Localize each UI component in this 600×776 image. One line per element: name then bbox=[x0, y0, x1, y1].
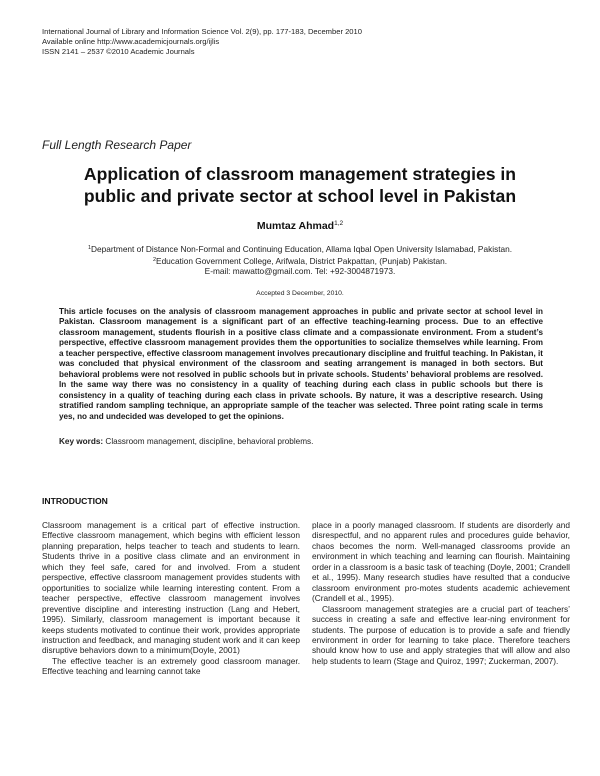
author-affiliation-marks: 1,2 bbox=[334, 220, 344, 227]
affiliation-mark-2: 2 bbox=[152, 256, 157, 263]
body-column-left bbox=[42, 520, 300, 677]
abstract: This article focuses on the analysis of classroom management approaches in public and private sector at school level in Pakistan. Classroom management is a significant part of an effective teaching-learning process. Due to an effective classroom management, students flourish in a positive class climate and a compassionate environment. From a student’s perspective, effective classroom management provides them the opportunities to socialize themselves while learning. From a teacher perspective, effective classroom management involves precautionary discipline and fruitful teaching. In Pakistan, it was concluded that physical environment of the classroom and seating arrangement is managed in both sectors. But behavioral problems were not resolved in public schools but in private schools. Students’ behavioral problems are resolved. In the same way there was no consistency in a quality of teaching during each class in public schools but there is consistency in a quality of teaching during each class in private schools. By nature, it was a descriptive research. Using stratified random sampling technique, an appropriate sample of the teacher was selected. Three point rating scale in terms yes, no and undecided was developed to get the opinions. bbox=[59, 307, 543, 421]
title-line-2: public and private sector at school level in Pakistan bbox=[83, 186, 517, 206]
paragraph: Classroom management is a critical part of effective instruction. Effective classroom management, which begins with efficient lesson planning preparation, helps teacher to teach and students to learn. Students thrive in a positive class climate and an environment in which they feel safe, cared for and involved. From a student perspective, effective classroom management provides students with opportunities to socialize while learning interesting content. From a teacher perspective, effective classroom management involves preventive discipline and interesting instruction (Lang and Hebert, 1995). Similarly, classroom management is important because it keeps students motivated to continue their work, provides appropriate instruction and feedback, and managing student work and it can keep disruptive behaviors down to a minimum(Doyle, 2001) bbox=[42, 520, 300, 656]
section-heading: INTRODUCTION bbox=[42, 496, 108, 506]
affiliation-2-text: Education Government College, Arifwala, District Pakpattan, (Punjab) Pakistan. bbox=[156, 255, 448, 266]
author-name: Mumtaz Ahmad bbox=[256, 220, 335, 232]
paragraph: The effective teacher is an extremely good classroom manager. Effective teaching and learning cannot take bbox=[42, 655, 300, 677]
affiliation-1-text: Department of Distance Non-Formal and Continuing Education, Allama Iqbal Open University Islamabad, Pakistan. bbox=[91, 244, 513, 254]
title-line-1: Application of classroom management strategies in bbox=[83, 164, 517, 184]
journal-url: Available online http://www.academicjournals.org/ijlis bbox=[42, 37, 220, 47]
paragraph: Classroom management strategies are a crucial part of teachers’ success in creating a safe and effective lear-ning environment for students. The purpose of education is to provide a safe and friendly environment in order for learning to take place. Therefore teachers should know how to use and apply strategies that will allow and also help students to learn (Stage and Quiroz, 1997; Zuckerman, 2007). bbox=[312, 603, 570, 666]
accepted-date: Accepted 3 December, 2010. bbox=[256, 290, 344, 297]
paper-type: Full Length Research Paper bbox=[42, 138, 192, 152]
contact-info: E-mail: mawatto@gmail.com. Tel: +92-3004871973. bbox=[204, 266, 396, 277]
journal-issn: ISSN 2141 – 2537 ©2010 Academic Journals bbox=[42, 47, 195, 57]
paper-title bbox=[20, 163, 580, 207]
keywords-label: Key words: bbox=[59, 437, 104, 446]
keywords bbox=[59, 437, 549, 446]
keywords-text: Classroom management, discipline, behavioral problems. bbox=[103, 437, 314, 446]
affiliations bbox=[20, 243, 580, 277]
journal-header bbox=[42, 27, 362, 58]
affiliation-mark-1: 1 bbox=[87, 245, 91, 251]
paragraph: place in a poorly managed classroom. If students are disorderly and disrespectful, and no apparent rules and procedures guide behavior, chaos becomes the norm. Well-managed classrooms provide an environment in which teaching and learning can flourish. Maintaining order in a classroom is a basic task of teaching (Doyle, 2001; Crandell et al., 1995). Many research studies have resulted that a conducive classroom environment pro-motes students academic achievement (Crandell et al., 1995). bbox=[312, 520, 570, 604]
body-column-right bbox=[312, 520, 570, 666]
author bbox=[0, 220, 600, 232]
affiliation-1 bbox=[20, 243, 580, 255]
affiliation-2 bbox=[20, 255, 580, 267]
journal-citation: International Journal of Library and Information Science Vol. 2(9), pp. 177-183, December 2010 bbox=[42, 27, 362, 36]
